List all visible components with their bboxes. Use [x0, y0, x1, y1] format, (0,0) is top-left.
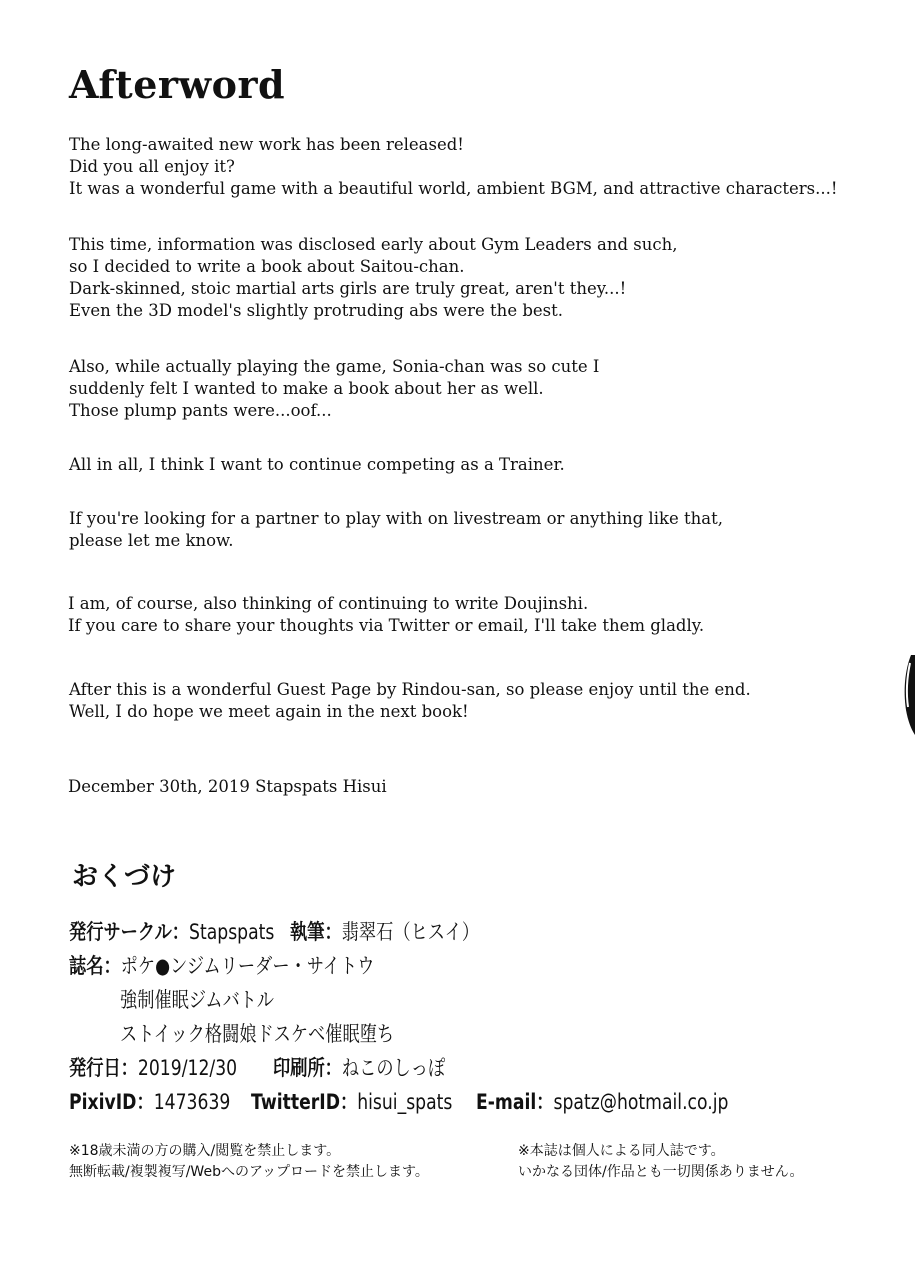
book-label: 誌名： — [69, 954, 121, 978]
text-line: Well, I do hope we meet again in the next book! — [69, 702, 469, 721]
printer-label: 印刷所： — [273, 1056, 342, 1080]
circle-value: Stapspats — [189, 920, 275, 944]
text-line: If you care to share your thoughts via Twitter or email, I'll take them gladly. — [68, 616, 705, 635]
text-line: please let me know. — [69, 531, 234, 550]
pixiv-value: 1473639 — [153, 1090, 231, 1114]
paragraph-3 — [69, 356, 909, 422]
text-line: The long-awaited new work has been released! — [69, 135, 464, 154]
text-line: If you're looking for a partner to play with on livestream or anything like that, — [69, 509, 723, 528]
page-edge-ink-mark — [901, 655, 915, 735]
paragraph-5 — [69, 508, 909, 552]
notice-right — [518, 1141, 804, 1183]
email-value: spatz@hotmail.co.jp — [553, 1090, 729, 1114]
text-line: Those plump pants were...oof... — [69, 401, 332, 420]
colophon-row-author — [290, 915, 479, 949]
text-line: so I decided to write a book about Saitou-chan. — [69, 257, 465, 276]
colophon-row-book — [69, 949, 374, 983]
date-value: 2019/12/30 — [137, 1056, 238, 1080]
text-line: Even the 3D model's slightly protruding abs were the best. — [69, 301, 563, 320]
text-line: suddenly felt I wanted to make a book about her as well. — [69, 379, 544, 398]
twitter-label: TwitterID： — [251, 1090, 358, 1114]
text-line: It was a wonderful game with a beautiful world, ambient BGM, and attractive characters...! — [69, 179, 838, 198]
notice-line: ※18歳未満の方の購入/閲覧を禁止します。 — [69, 1143, 341, 1159]
book-title-line-1: ポケ●ンジムリーダー・サイトウ — [120, 954, 375, 978]
paragraph-7 — [69, 679, 909, 723]
text-line: Dark-skinned, stoic martial arts girls are truly great, aren't they...! — [69, 279, 627, 298]
notice-line: 無断転載/複製複写/Webへのアップロードを禁止します。 — [69, 1164, 429, 1180]
text-line: After this is a wonderful Guest Page by Rindou-san, so please enjoy until the end. — [69, 680, 751, 699]
date-label: 発行日： — [69, 1056, 138, 1080]
email-label: E-mail： — [476, 1090, 554, 1114]
author-label: 執筆： — [290, 920, 342, 944]
book-title-line-3: ストイック格闘娘ドスケベ催眠堕ち — [120, 1022, 395, 1046]
paragraph-4 — [69, 454, 909, 476]
notice-left — [69, 1141, 429, 1183]
author-value: 翡翠石（ヒスイ） — [341, 920, 480, 944]
colophon-row-date — [69, 1051, 237, 1085]
twitter-value: hisui_spats — [357, 1090, 453, 1114]
signature: December 30th, 2019 Stapspats Hisui — [68, 777, 387, 796]
text-line: Also, while actually playing the game, Sonia-chan was so cute I — [69, 357, 600, 376]
paragraph-2 — [69, 234, 909, 322]
colophon-row-twitter — [251, 1085, 452, 1119]
text-line: I am, of course, also thinking of continuing to write Doujinshi. — [68, 594, 589, 613]
afterword-title: Afterword — [69, 62, 286, 107]
book-title-line-2: 強制催眠ジムバトル — [120, 988, 274, 1012]
colophon-heading: おくづけ — [72, 862, 177, 892]
colophon-row-circle — [69, 915, 274, 949]
colophon-row-pixiv — [69, 1085, 230, 1119]
text-line: This time, information was disclosed early about Gym Leaders and such, — [69, 235, 678, 254]
printer-value: ねこのしっぽ — [341, 1056, 446, 1080]
colophon-row-email — [476, 1085, 728, 1119]
notice-line: ※本誌は個人による同人誌です。 — [518, 1143, 725, 1159]
paragraph-6 — [68, 593, 908, 637]
text-line: Did you all enjoy it? — [69, 157, 235, 176]
text-line: All in all, I think I want to continue competing as a Trainer. — [69, 455, 565, 474]
notice-line: いかなる団体/作品とも一切関係ありません。 — [518, 1164, 804, 1180]
colophon-row-printer — [273, 1051, 445, 1085]
circle-label: 発行サークル： — [69, 920, 190, 944]
paragraph-1 — [69, 134, 909, 200]
pixiv-label: PixivID： — [69, 1090, 154, 1114]
